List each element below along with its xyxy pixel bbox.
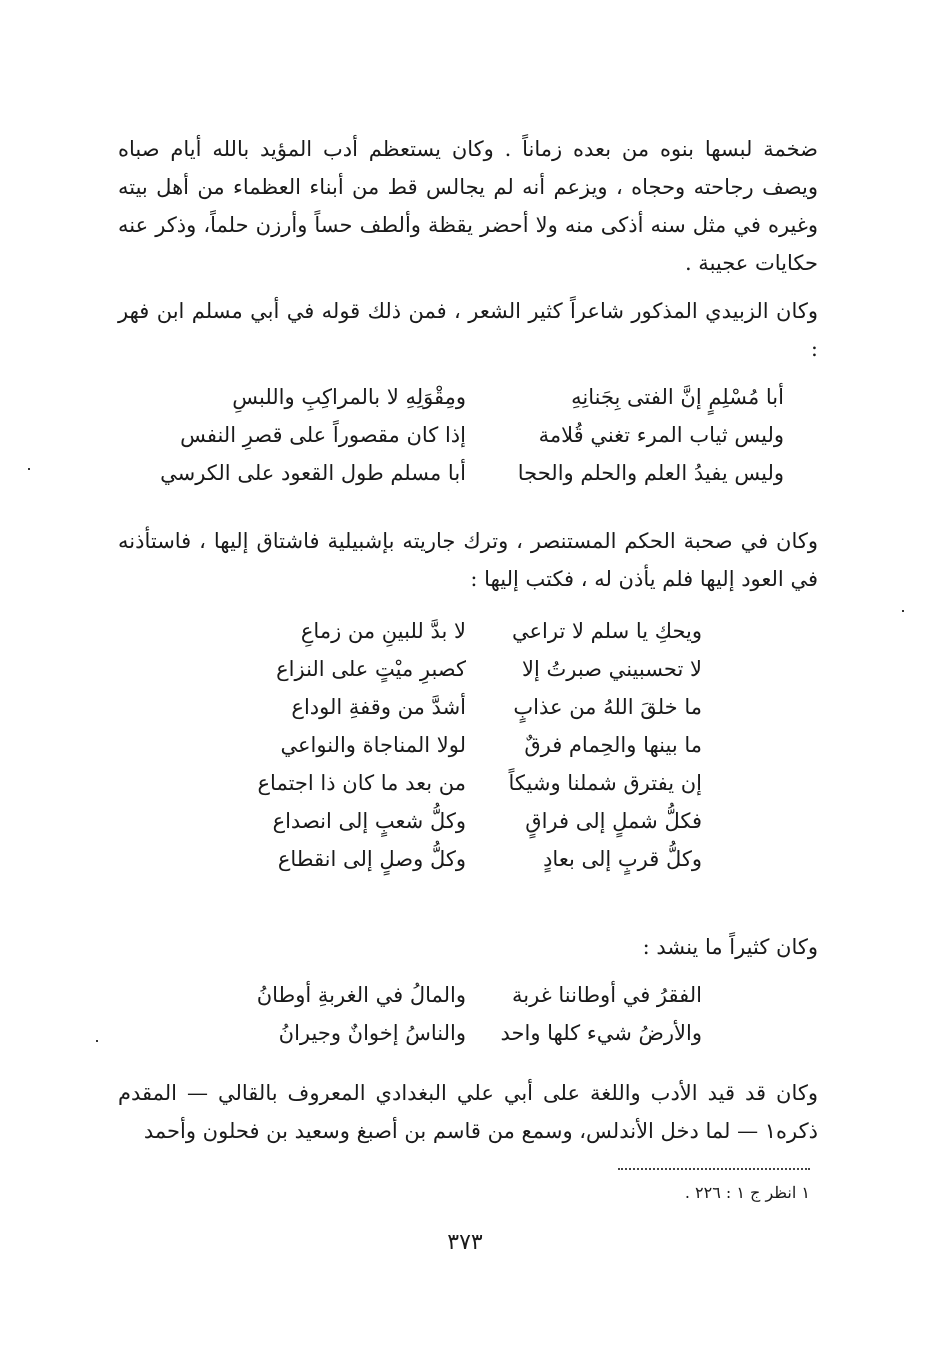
- paragraph-text: وكان في صحبة الحكم المستنصر ، وترك جاريته بإشبيلية فاشتاق إليها ، فاستأذنه في العود إليها فلم يأذن له ، فكتب إليها :: [118, 529, 818, 591]
- verse-first-hemistich: الفقرُ في أوطاننا غربة: [512, 983, 702, 1007]
- verse-line: [222, 840, 702, 878]
- verse-line: [222, 802, 702, 840]
- paragraph-2: [118, 292, 818, 368]
- verse-first-hemistich: وكلُّ قربٍ إلى بعادٍ: [543, 847, 702, 871]
- page-number: ٣٧٣: [447, 1230, 483, 1255]
- verse-first-hemistich: فكلُّ شملٍ إلى فراقٍ: [525, 809, 702, 833]
- footnote: ١ انظر ج ١ : ٢٢٦ .: [684, 1183, 810, 1202]
- verse-line: [152, 416, 784, 454]
- scan-speck: [96, 1040, 98, 1042]
- verse-line: [222, 976, 702, 1014]
- verse-first-hemistich: إن يفترق شملنا وشيكاً: [508, 771, 702, 795]
- paragraph-4: [118, 928, 818, 966]
- verse-second-hemistich: من بعد ما كان ذا اجتماع: [257, 771, 466, 795]
- paragraph-text: وكان قد قيد الأدب واللغة على أبي علي البغدادي المعروف بالقالي — المقدم ذكره١ — لما دخل الأندلس، وسمع من قاسم بن أصبغ وسعيد بن فحلون وأحمد: [118, 1081, 818, 1143]
- scan-speck: [28, 468, 30, 470]
- verse-first-hemistich: ما خلقَ اللهُ من عذابٍ: [513, 695, 702, 719]
- verse-line: [222, 764, 702, 802]
- scan-speck: [902, 610, 904, 612]
- verse-line: [222, 650, 702, 688]
- verse-line: [222, 726, 702, 764]
- verse-first-hemistich: وليس يفيدُ العلم والحلم والحجا: [517, 461, 784, 485]
- footnote-separator: [618, 1168, 810, 1170]
- verse-line: [152, 454, 784, 492]
- verse-first-hemistich: والأرضُ شيء كلها واحد: [500, 1021, 702, 1045]
- verse-first-hemistich: ما بينها والحِمام فرقٌ: [524, 733, 702, 757]
- verse-first-hemistich: وليس ثياب المرء تغني قُلامة: [538, 423, 784, 447]
- paragraph-text: وكان الزبيدي المذكور شاعراً كثير الشعر ، فمن ذلك قوله في أبي مسلم ابن فهر :: [118, 299, 818, 361]
- verse-second-hemistich: أبا مسلم طول القعود على الكرسي: [160, 461, 466, 485]
- verse-first-hemistich: لا تحسبيني صبرتُ إلا: [522, 657, 702, 681]
- verse-second-hemistich: والناسُ إخوانٌ وجيرانُ: [278, 1021, 466, 1045]
- paragraph-5: [118, 1074, 818, 1150]
- verse-line: [152, 378, 784, 416]
- verse-line: [222, 688, 702, 726]
- verse-second-hemistich: ومِقْوَلِهِ لا بالمراكِبِ واللبسِ: [232, 385, 466, 409]
- verse-second-hemistich: إذا كان مقصوراً على قصرِ النفس: [180, 423, 466, 447]
- verse-first-hemistich: ويحكِ يا سلم لا تراعي: [512, 619, 702, 643]
- verse-second-hemistich: وكلُّ شعبٍ إلى انصداع: [272, 809, 466, 833]
- verse-second-hemistich: والمالُ في الغربةِ أوطانُ: [256, 983, 466, 1007]
- verse-second-hemistich: كصبرِ ميْتٍ على النزاع: [276, 657, 466, 681]
- paragraph-text: ضخمة لبسها بنوه من بعده زماناً . وكان يستعظم أدب المؤيد بالله أيام صباه ويصف رجاحته وحجاه ، ويزعم أنه لم يجالس قط من أبناء العظماء من أهل بيته وغيره في مثل سنه أذكى منه ولا أحضر يقظة وألطف حساً وأرزن حلماً، وذكر عنه حكايات عجيبة .: [118, 137, 818, 275]
- verse-second-hemistich: وكلُّ وصلٍ إلى انقطاع: [277, 847, 466, 871]
- verse-line: [222, 1014, 702, 1052]
- verse-second-hemistich: لولا المناجاة والنواعي: [280, 733, 466, 757]
- paragraph-3: [118, 522, 818, 598]
- poem-1: [152, 378, 784, 492]
- poem-2: [222, 612, 702, 878]
- verse-line: [222, 612, 702, 650]
- verse-second-hemistich: لا بدَّ للبينِ من زماعِ: [300, 619, 466, 643]
- poem-3: [222, 976, 702, 1052]
- verse-second-hemistich: أشدَّ من وقفةِ الوداع: [291, 695, 466, 719]
- verse-first-hemistich: أبا مُسْلِمٍ إنَّ الفتى بِجَنانِهِ: [571, 385, 784, 409]
- paragraph-1: [118, 130, 818, 282]
- paragraph-text: وكان كثيراً ما ينشد :: [642, 935, 818, 959]
